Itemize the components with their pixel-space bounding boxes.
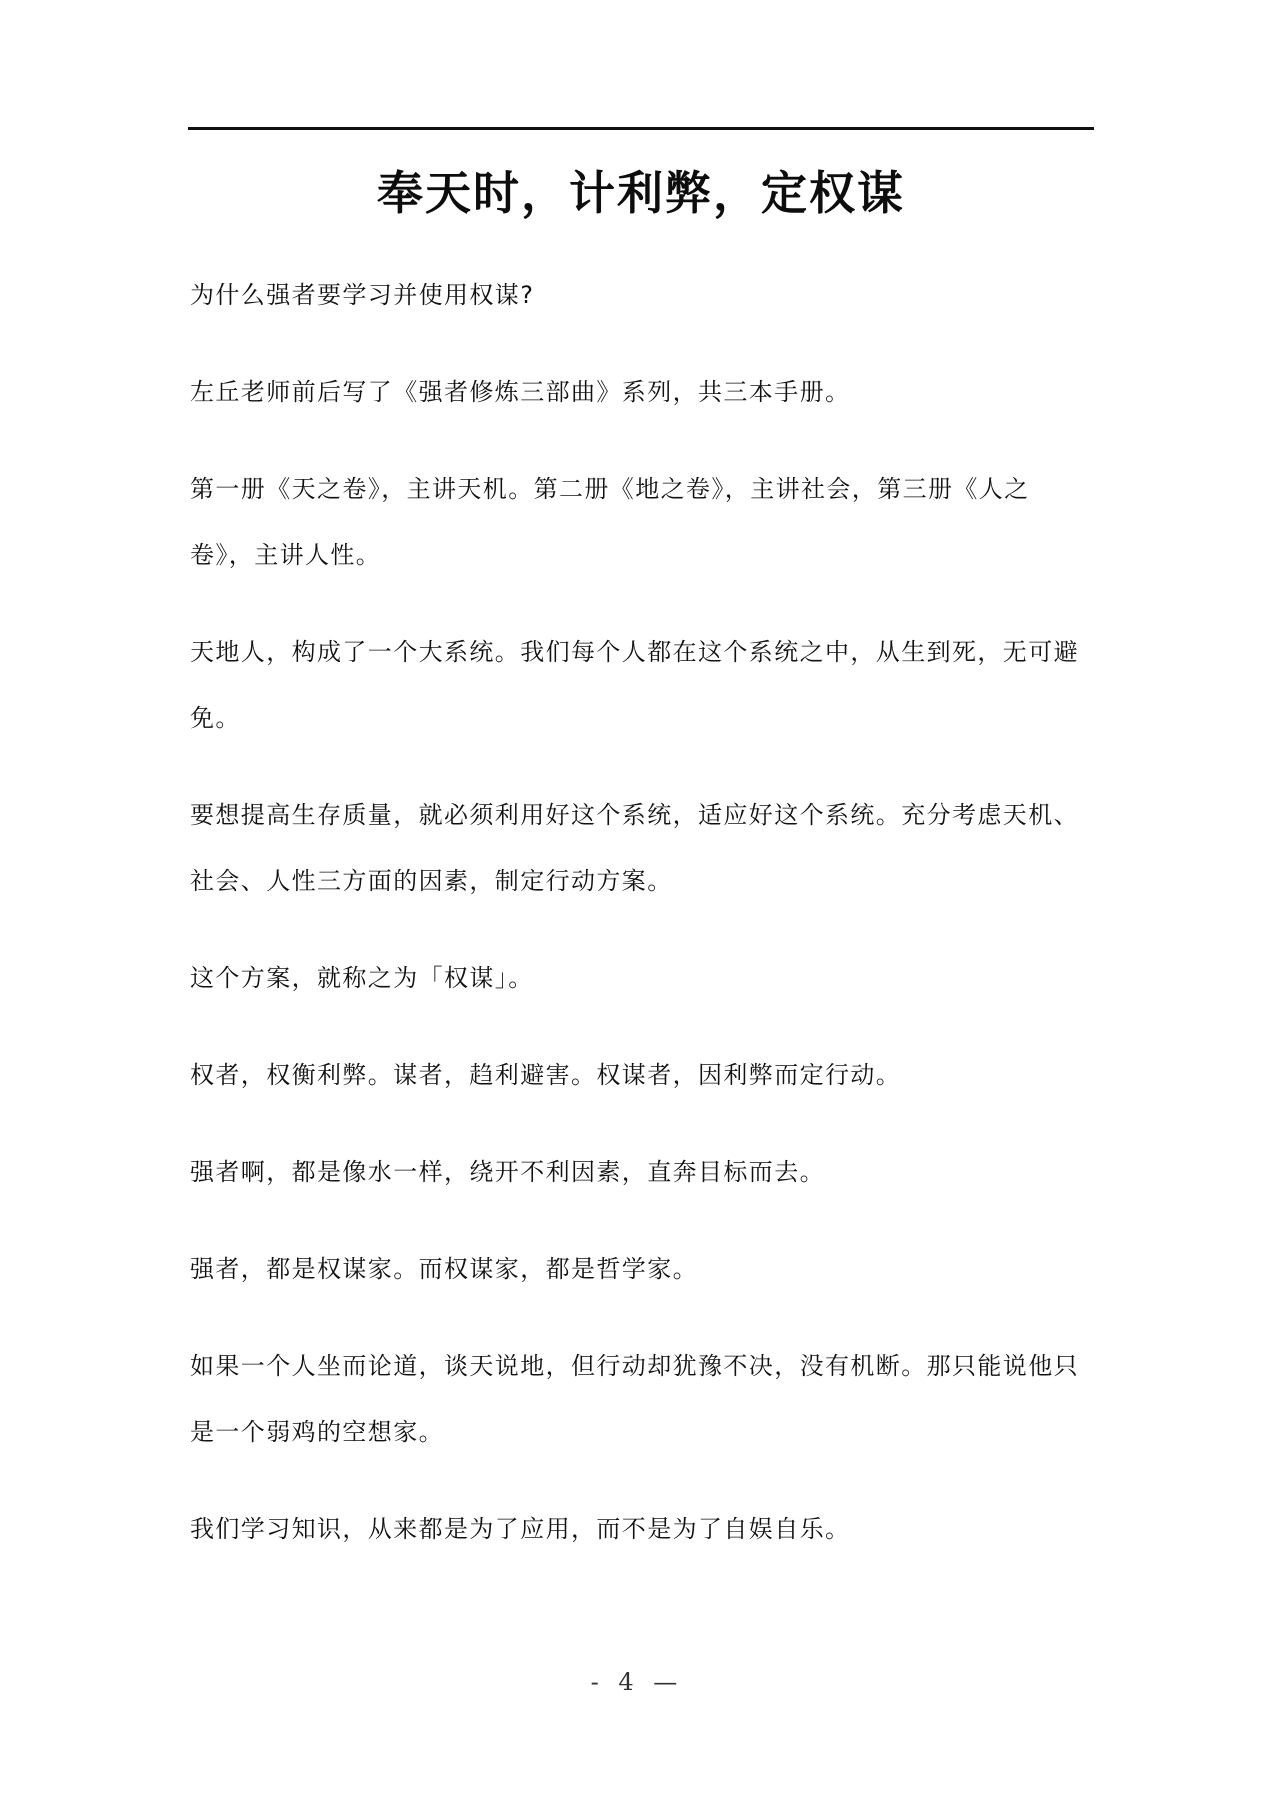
paragraph-1: 为什么强者要学习并使用权谋? (190, 281, 535, 309)
paragraph-9: 强者，都是权谋家。而权谋家，都是哲学家。 (190, 1255, 698, 1283)
paragraph-10: 如果一个人坐而论道，谈天说地，但行动却犹豫不决，没有机断。那只能说他只是一个弱鸡的空想家。 (190, 1352, 1079, 1446)
paragraph-6: 这个方案，就称之为「权谋」。 (190, 964, 534, 992)
page-number: - 4 — (590, 1668, 684, 1696)
paragraph-8: 强者啊，都是像水一样，绕开不利因素，直奔目标而去。 (190, 1158, 825, 1186)
header-rule (188, 127, 1094, 130)
page-title: 奉天时，计利弊，定权谋 (377, 166, 905, 220)
body-text (190, 262, 1090, 1593)
paragraph-4: 天地人，构成了一个大系统。我们每个人都在这个系统之中，从生到死，无可避免。 (190, 638, 1079, 732)
paragraph-2: 左丘老师前后写了《强者修炼三部曲》系列，共三本手册。 (190, 378, 851, 406)
paragraph-7: 权者，权衡利弊。谋者，趋利避害。权谋者，因利弊而定行动。 (190, 1061, 902, 1089)
paragraph-3: 第一册《天之卷》，主讲天机。第二册《地之卷》，主讲社会，第三册《人之卷》，主讲人性。 (190, 475, 1030, 569)
paragraph-5: 要想提高生存质量，就必须利用好这个系统，适应好这个系统。充分考虑天机、社会、人性三方面的因素，制定行动方案。 (190, 801, 1079, 895)
paragraph-11: 我们学习知识，从来都是为了应用，而不是为了自娱自乐。 (190, 1515, 851, 1543)
